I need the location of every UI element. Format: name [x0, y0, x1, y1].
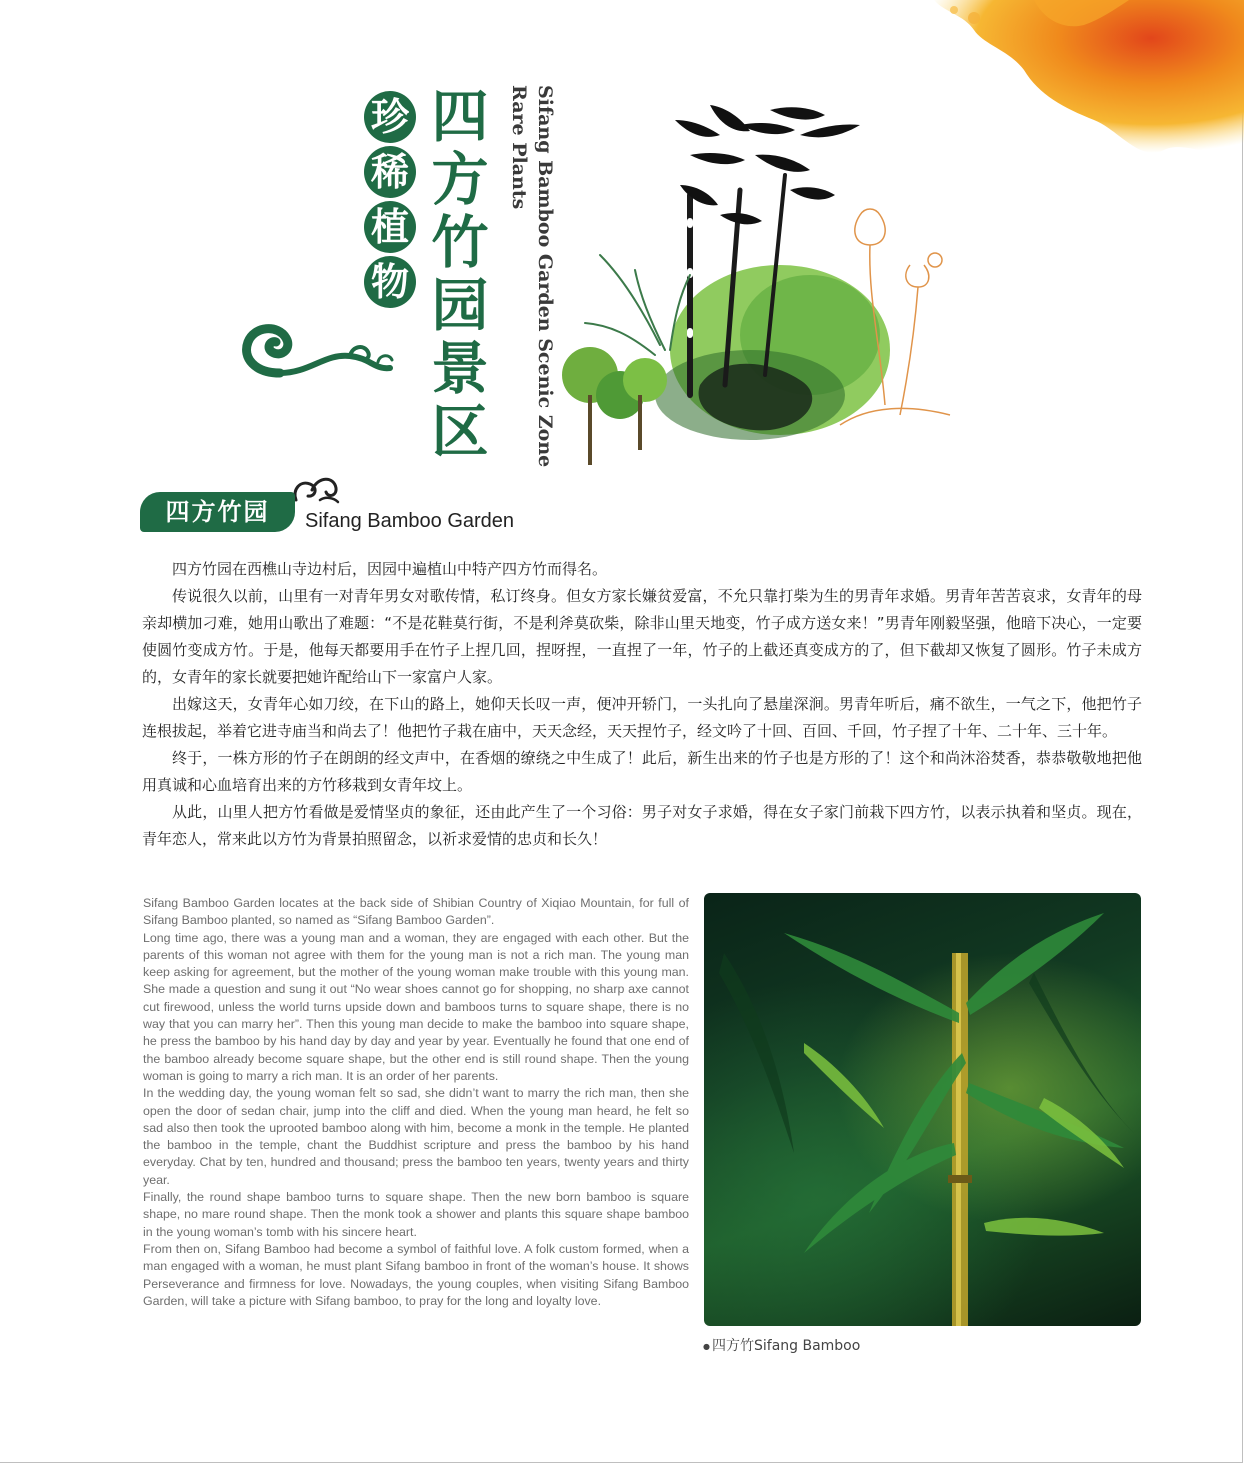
section-header	[140, 470, 560, 540]
title-char: 区	[431, 398, 489, 465]
title-en-line1: Sifang Bamboo Garden Scenic Zone	[534, 85, 556, 468]
photo-caption-text: 四方竹Sifang Bamboo	[711, 1338, 861, 1354]
subtitle-char: 稀	[364, 146, 416, 198]
subtitle-char: 珍	[364, 91, 416, 143]
paragraph-cn: 终于，一株方形的竹子在朗朗的经文声中，在香烟的缭绕之中生成了！此后，新生出来的竹子也是方形的了！这个和尚沐浴焚香，恭恭敬敬地把他用真诚和心血培育出来的方竹移栽到女青年坟上。	[142, 749, 1142, 794]
paragraph-en: Finally, the round shape bamboo turns to square shape. Then the new born bamboo is square shape, no mare round shape. Then the monk took a shower and plants this square shape bamboo in the young woman’s tomb with his sincere heart.	[143, 1190, 689, 1239]
cloud-swirl-icon	[290, 470, 342, 506]
title-en-line2: Rare Plants	[508, 85, 530, 210]
section-label-en: Sifang Bamboo Garden	[305, 510, 515, 532]
subtitle-char: 植	[364, 201, 416, 253]
title-char: 园	[431, 272, 489, 339]
paragraph-cn: 出嫁这天，女青年心如刀绞，在下山的路上，她仰天长叹一声，便冲开轿门，一头扎向了悬崖深涧。男青年听后，痛不欲生，一气之下，他把竹子连根拔起，举着它进寺庙当和尚去了！他把竹子栽在庙中，天天念经，天天捏竹子，经文吟了十回、百回、千回，竹子捏了十年、二十年、三十年。	[142, 695, 1142, 740]
bamboo-photo	[704, 893, 1141, 1326]
paragraph-en: Long time ago, there was a young man and a woman, they are engaged with each other. But the parents of this woman not agree with them for the young man is not a rich man. The young man keep asking for agreement, but the mother of the young woman make trouble with this young man. She made a question and sung it out “No wear shoes cannot go for shopping, no sharp axe cannot cut firewood, unless the world turns upside down and bamboos turns to square shape, there is no way that you can marry her”. Then this young man decide to make the bamboo into square shape, he press the bamboo by his hand day by day and year by year. Eventually he found that one end of the bamboo already become square shape, but the other end is still round shape. Then the young woman is going to marry a rich man. It is an order of her parents.	[143, 930, 689, 1083]
body-text-en	[143, 895, 689, 1310]
body-text-cn	[142, 556, 1142, 853]
subtitle-cn-vertical	[360, 88, 420, 311]
title-char: 竹	[431, 209, 489, 276]
title-char: 四	[431, 83, 489, 150]
section-label-cn: 四方竹园	[140, 492, 295, 532]
subtitle-char: 物	[364, 256, 416, 308]
cloud-swirl-icon	[240, 318, 400, 380]
paragraph-cn: 从此，山里人把方竹看做是爱情坚贞的象征，还由此产生了一个习俗：男子对女子求婚，得在女子家门前栽下四方竹，以表示执着和坚贞。现在，青年恋人，常来此以方竹为背景拍照留念，以祈求爱情的忠贞和长久！	[142, 803, 1142, 848]
paragraph-en: In the wedding day, the young woman felt so sad, she didn’t want to marry the rich man, then she open the door of sedan chair, jump into the cliff and died. When the young man heard, he felt so sad also then took the uprooted bamboo along with him, become a monk in the temple. He planted the bamboo in the temple, chant the Buddhist scripture and press the bamboo by his hand everyday. Chat by ten, hundred and thousand; press the bamboo ten years, twenty years and thirty year.	[143, 1086, 689, 1187]
photo-caption	[703, 1335, 860, 1355]
title-char: 景	[431, 335, 489, 402]
paragraph-en: From then on, Sifang Bamboo had become a symbol of faithful love. A folk custom formed, when a man engaged with a woman, he must plant Sifang bamboo in front of the woman’s house. It shows Perseverance and firmness for love. Nowadays, the young couples, when visiting Sifang Bamboo Garden, will take a picture with Sifang bamboo, to pray for the long and loyalty love.	[143, 1241, 689, 1308]
title-cn-vertical	[425, 85, 495, 463]
paragraph-en: Sifang Bamboo Garden locates at the back side of Shibian Country of Xiqiao Mountain, for full of Sifang Bamboo planted, so named as “Sifang Bamboo Garden”.	[143, 896, 689, 928]
paragraph-cn: 传说很久以前，山里有一对青年男女对歌传情，私订终身。但女方家长嫌贫爱富，不允只靠打柴为生的男青年求婚。男青年苦苦哀求，女青年的母亲却横加刁难，她用山歌出了难题：“不是花鞋莫行街，不是利斧莫砍柴，除非山里天地变，竹子成方送女来！”男青年刚毅坚强，他暗下决心，一定要使圆竹变成方竹。于是，他每天都要用手在竹子上捏几回，捏呀捏，一直捏了一年，竹子的上截还真变成方的了，但下截却又恢复了圆形。竹子未成方的，女青年的家长就要把她许配给山下一家富户人家。	[142, 587, 1142, 686]
bamboo-photo-art	[704, 893, 1141, 1326]
bullet-icon: ●	[703, 1341, 710, 1351]
paragraph-cn: 四方竹园在西樵山寺边村后，因园中遍植山中特产四方竹而得名。	[172, 560, 608, 578]
bamboo-ink-illustration	[540, 95, 980, 480]
title-char: 方	[431, 146, 489, 213]
